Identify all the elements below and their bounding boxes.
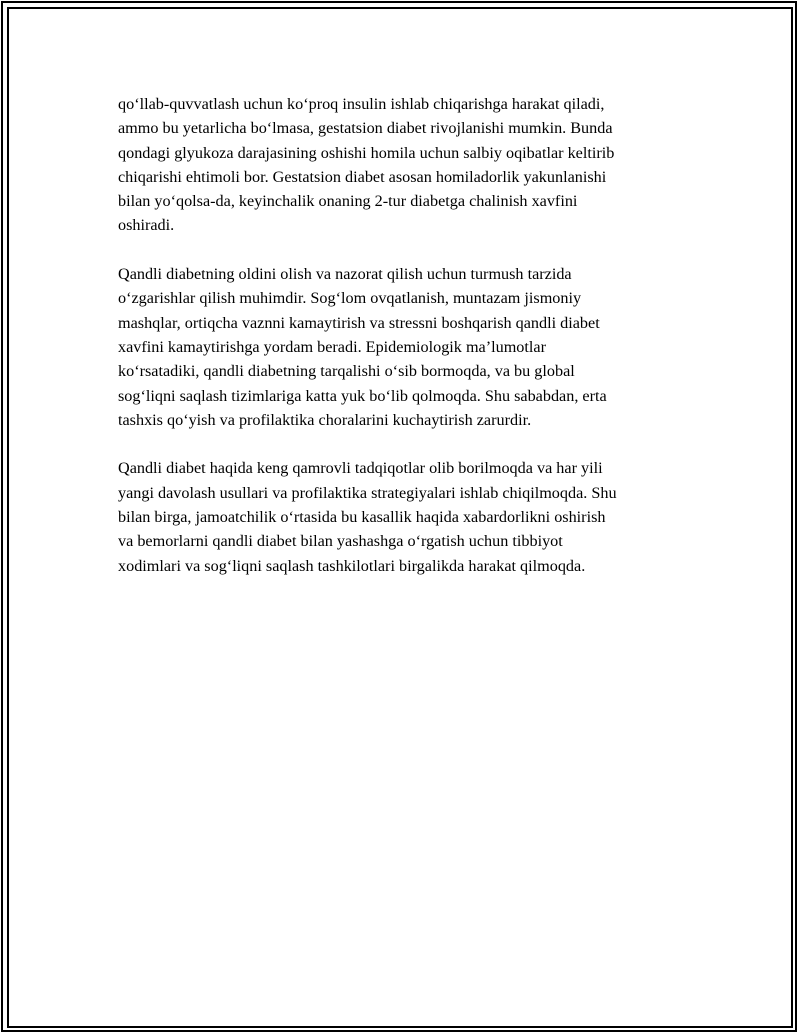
paragraph-1: qo‘llab-quvvatlash uchun ko‘proq insulin ishlab chiqarishga harakat qiladi, ammo bu yetarlicha bo‘lmasa, gestatsion diabet rivojlanishi mumkin. Bunda qondagi glyukoza darajasining oshishi homila uchun salbiy oqibatlar keltirib chiqarishi ehtimoli bor. Gestatsion diabet asosan homiladorlik yakunlanishi bilan yo‘qolsa-da, keyinchalik onaning 2-tur diabetga chalinish xavfini oshiradi. [118,95,615,235]
paragraph-2: Qandli diabetning oldini olish va nazorat qilish uchun turmush tarzida o‘zgarishlar qilish muhimdir. Sog‘lom ovqatlanish, muntazam jismoniy mashqlar, ortiqcha vaznni kamaytirish va stressni boshqarish qandli diabet xavfini kamaytirishga yordam beradi. Epidemiologik ma’lumotlar ko‘rsatadiki, qandli diabetning tarqalishi o‘sib bormoqda, va bu global sog‘liqni saqlash tizimlariga katta yuk bo‘lib qolmoqda. Shu sababdan, erta tashxis qo‘yish va profilaktika choralarini kuchaytirish zarurdir. [118,265,607,429]
document-body [118,92,688,602]
paragraph-3: Qandli diabet haqida keng qamrovli tadqiqotlar olib borilmoqda va har yili yangi davolash usullari va profilaktika strategiyalari ishlab chiqilmoqda. Shu bilan birga, jamoatchilik o‘rtasida bu kasallik haqida xabardorlikni oshirish va bemorlarni qandli diabet bilan yashashga o‘rgatish uchun tibbiyot xodimlari va sog‘liqni saqlash tashkilotlari birgalikda harakat qilmoqda. [118,459,617,575]
